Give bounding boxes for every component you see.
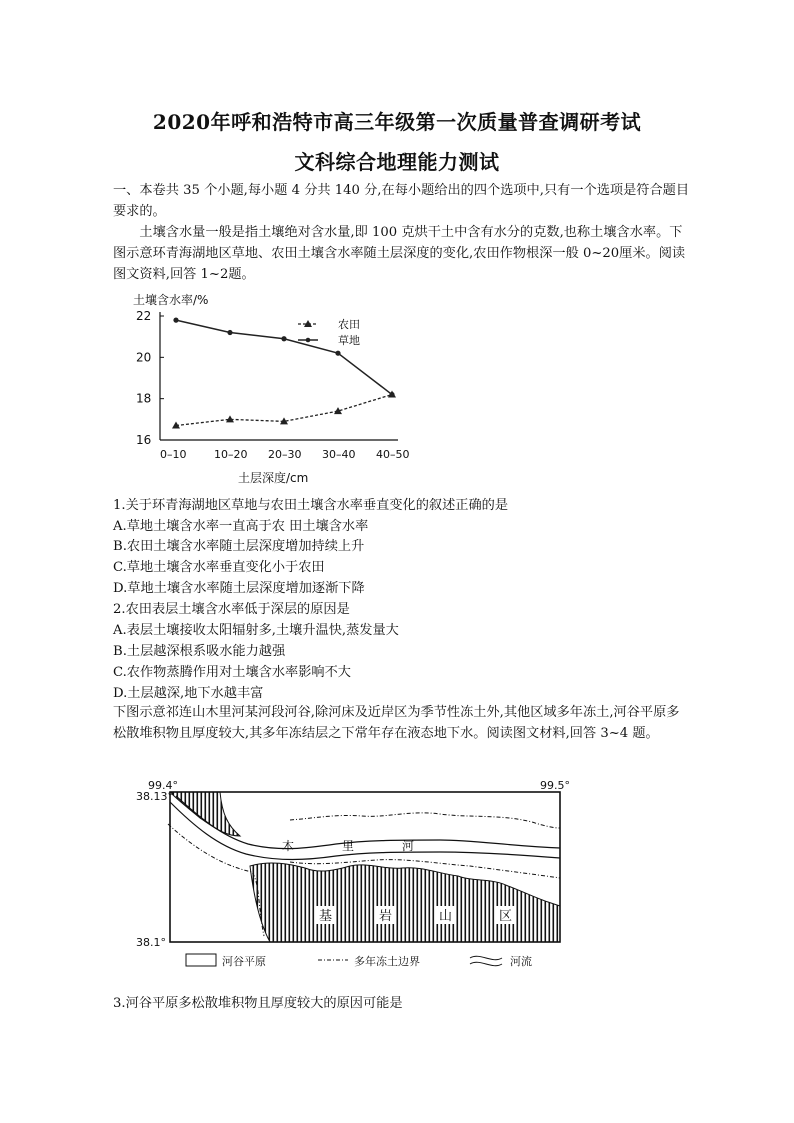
grassland-point bbox=[227, 330, 232, 335]
map-lat-bottom: 38.1° bbox=[136, 936, 166, 949]
question-2-option-b: B.土层越深根系吸水能力越强 bbox=[113, 644, 286, 659]
map-lon-right: 99.5° bbox=[540, 779, 570, 792]
map-river-label-2: 里 bbox=[342, 839, 355, 853]
passage-2: 下图示意祁连山木里河某河段河谷,除河床及近岸区为季节性冻土外,其他区域多年冻土,河谷平原多松散堆积物且厚度较大,其多年冻结层之下常年存在液态地下水。阅读图文材料,回答 3~4 题。 bbox=[113, 705, 680, 741]
muli-river-map bbox=[136, 774, 580, 974]
legend-river-line-2 bbox=[470, 962, 502, 965]
legend-permafrost-label: 多年冻土边界 bbox=[354, 955, 420, 968]
grassland-point bbox=[281, 336, 286, 341]
grassland-point bbox=[173, 318, 178, 323]
map-lon-left: 99.4° bbox=[148, 779, 178, 792]
question-1-option-d: D.草地土壤含水率随土层深度增加逐渐下降 bbox=[113, 581, 365, 596]
legend-plain-label: 河谷平原 bbox=[222, 955, 266, 968]
legend-plain-swatch bbox=[186, 954, 216, 966]
section-intro: 一、本卷共 35 个小题,每小题 4 分共 140 分,在每小题给出的四个选项中,只有一个选项是符合题目要求的。 bbox=[113, 183, 690, 219]
question-1-option-b: B.农田土壤含水率随土层深度增加持续上升 bbox=[113, 539, 365, 554]
legend-river-label: 河流 bbox=[510, 955, 532, 968]
question-2-option-a: A.表层土壤接收太阳辐射多,土壤升温快,蒸发量大 bbox=[113, 623, 399, 638]
map-lat-top: 38.13° bbox=[136, 790, 173, 803]
grassland-line bbox=[176, 320, 392, 394]
passage-1: 土壤含水量一般是指土壤绝对含水量,即 100 克烘干土中含有水分的克数,也称土壤含水率。下图示意环青海湖地区草地、农田土壤含水率随土层深度的变化,农田作物根深一般 0~20厘米。阅读图文资料,回答 1~2题。 bbox=[113, 225, 686, 282]
question-3-stem: 3.河谷平原多松散堆积物且厚度较大的原因可能是 bbox=[113, 996, 403, 1011]
legend-grassland-label: 草地 bbox=[338, 334, 360, 347]
grassland-point bbox=[389, 392, 394, 397]
map-bedrock-label-2: 岩 bbox=[379, 909, 393, 924]
chart-ylabel: 土壤含水率/% bbox=[133, 293, 209, 307]
permafrost-boundary-north bbox=[290, 813, 560, 828]
question-1-option-c: C.草地土壤含水率垂直变化小于农田 bbox=[113, 560, 325, 575]
map-bedrock-label-1: 基 bbox=[319, 909, 333, 924]
question-1-option-a: A.草地土壤含水率一直高于农 田土壤含水率 bbox=[113, 519, 369, 534]
map-bedrock-label-4: 区 bbox=[499, 909, 513, 924]
river-bank-north bbox=[176, 796, 560, 849]
x-tick-label: 0–10 bbox=[160, 448, 187, 461]
y-tick-label: 18 bbox=[136, 391, 152, 406]
grassland-point bbox=[335, 351, 340, 356]
question-1-stem: 1.关于环青海湖地区草地与农田土壤含水率垂直变化的叙述正确的是 bbox=[113, 498, 509, 513]
legend-grassland-marker bbox=[306, 338, 311, 343]
chart-xlabel: 土层深度/cm bbox=[238, 471, 309, 485]
y-tick-label: 22 bbox=[136, 309, 152, 323]
x-tick-label: 30–40 bbox=[322, 448, 356, 461]
exam-subtitle: 文科综合地理能力测试 bbox=[294, 150, 500, 174]
question-2-option-c: C.农作物蒸腾作用对土壤含水率影响不大 bbox=[113, 665, 351, 680]
bedrock-area-south bbox=[250, 863, 560, 942]
question-2-option-d: D.土层越深,地下水越丰富 bbox=[113, 686, 264, 701]
question-2-stem: 2.农田表层土壤含水率低于深层的原因是 bbox=[113, 602, 350, 617]
y-tick-label: 16 bbox=[136, 433, 152, 447]
map-river-label-3: 河 bbox=[402, 839, 415, 853]
x-tick-label: 20–30 bbox=[268, 448, 302, 461]
x-tick-label: 10–20 bbox=[214, 448, 248, 461]
exam-title: 2020年呼和浩特市高三年级第一次质量普查调研考试 bbox=[152, 110, 642, 134]
y-tick-label: 20 bbox=[136, 350, 152, 365]
x-tick-label: 40–50 bbox=[376, 448, 410, 461]
soil-moisture-chart bbox=[128, 292, 408, 492]
legend-river-line-1 bbox=[470, 956, 502, 959]
map-bedrock-label-3: 山 bbox=[439, 909, 453, 924]
map-river-label-1: 木 bbox=[282, 839, 295, 853]
legend-farmland-label: 农田 bbox=[338, 318, 360, 331]
